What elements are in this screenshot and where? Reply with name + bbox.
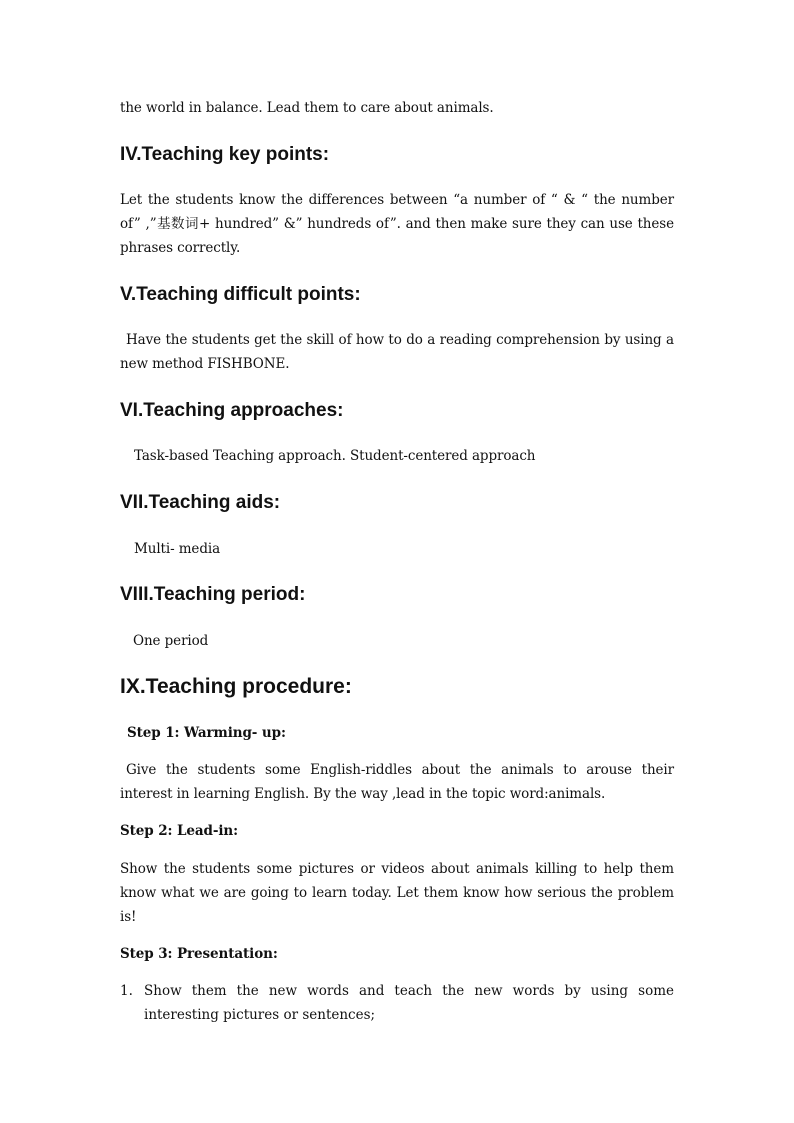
period-paragraph: One period xyxy=(133,633,209,649)
list-item xyxy=(120,979,674,1027)
key-points-paragraph: Let the students know the differences between “a number of “ & “ the number of” ,”基数词+ hundred” &” hundreds of”. and then make sure they can use these phrases correctly. xyxy=(120,192,674,256)
list-item-text: Show them the new words and teach the new words by using some interesting pictures or sentences; xyxy=(144,983,674,1023)
aids-paragraph: Multi- media xyxy=(134,541,221,557)
section-heading-procedure: IX.Teaching procedure: xyxy=(120,675,352,698)
step-2-paragraph: Show the students some pictures or videos about animals killing to help them know what we are going to learn today. Let them know how serious the problem is! xyxy=(120,861,674,925)
difficult-points-paragraph: Have the students get the skill of how to do a reading comprehension by using a new method FISHBONE. xyxy=(120,332,674,372)
list-item-number: 1. xyxy=(120,983,133,999)
section-heading-key-points: IV.Teaching key points: xyxy=(120,144,330,165)
intro-paragraph: the world in balance. Lead them to care about animals. xyxy=(120,100,494,116)
step-2-title: Step 2: Lead-in: xyxy=(120,823,238,839)
step-1-paragraph: Give the students some English-riddles about the animals to arouse their interest in learning English. By the way ,lead in the topic word:animals. xyxy=(120,762,674,802)
section-heading-difficult-points: V.Teaching difficult points: xyxy=(120,284,361,305)
step-3-title: Step 3: Presentation: xyxy=(120,946,278,962)
step-1-title: Step 1: Warming- up: xyxy=(127,725,286,741)
section-heading-period: VIII.Teaching period: xyxy=(120,584,306,605)
section-heading-aids: VII.Teaching aids: xyxy=(120,492,281,513)
section-heading-approaches: VI.Teaching approaches: xyxy=(120,400,344,421)
approaches-paragraph: Task-based Teaching approach. Student-centered approach xyxy=(134,448,536,464)
